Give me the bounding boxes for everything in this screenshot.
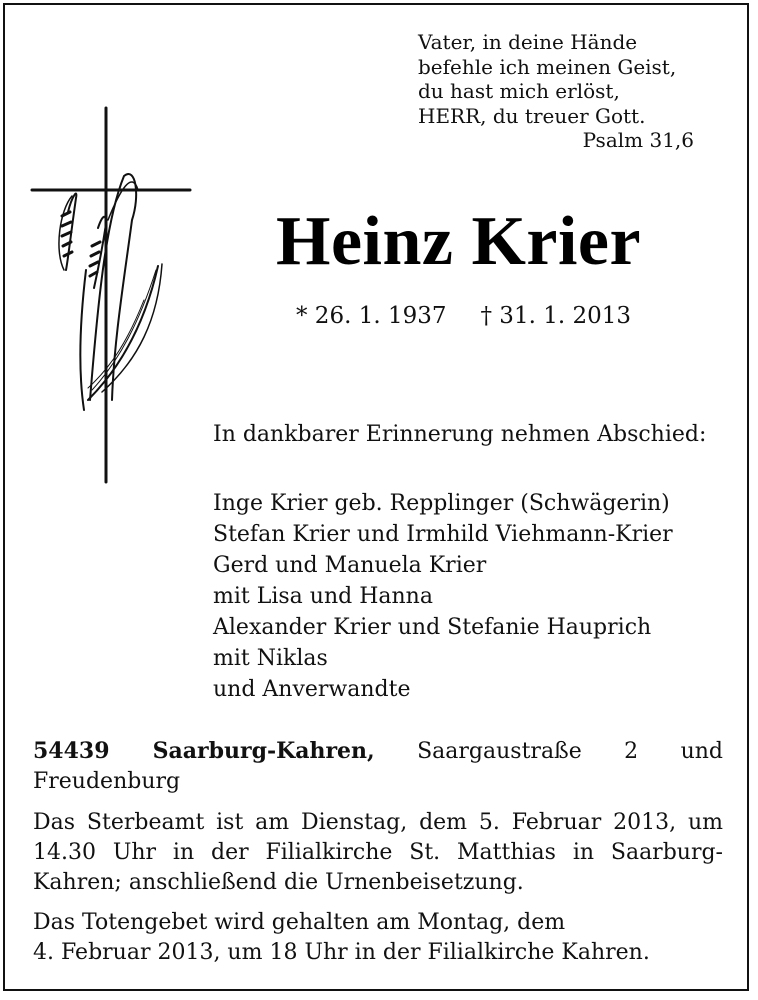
family-member: Alexander Krier und Stefanie Hauprich xyxy=(213,615,652,640)
address-rest: Saargaustraße 2 und Freudenburg xyxy=(33,739,724,794)
prayer-line: 4. Februar 2013, um 18 Uhr in der Filialkirche Kahren. xyxy=(33,940,650,965)
family-member: und Anverwandte xyxy=(213,677,411,702)
prayer-notice xyxy=(33,908,733,968)
family-list xyxy=(213,488,743,705)
family-member: mit Niklas xyxy=(213,646,328,671)
address xyxy=(33,736,723,797)
family-member: Gerd und Manuela Krier xyxy=(213,553,487,578)
postal-city: 54439 Saarburg-Kahren, xyxy=(33,738,375,764)
psalm-reference: Psalm 31,6 xyxy=(582,128,694,152)
cross-with-wheat-icon xyxy=(28,100,198,490)
psalm-line: HERR, du treuer Gott. xyxy=(418,103,646,128)
funeral-service-text: Das Sterbeamt ist am Dienstag, dem 5. Februar 2013, um 14.30 Uhr in der Filialkirche St. Matthias in Saarburg-Kahren; anschließend die Urnenbeisetzung. xyxy=(33,810,723,895)
death-date: † 31. 1. 2013 xyxy=(480,303,631,329)
psalm-quote xyxy=(418,30,698,153)
deceased-name: Heinz Krier xyxy=(276,203,642,280)
birth-date: * 26. 1. 1937 xyxy=(296,303,447,329)
psalm-line: du hast mich erlöst, xyxy=(418,79,620,103)
mourning-text: In dankbarer Erinnerung nehmen Abschied: xyxy=(213,422,707,447)
family-member: Stefan Krier und Irmhild Viehmann-Krier xyxy=(213,522,673,547)
family-member: Inge Krier geb. Repplinger (Schwägerin) xyxy=(213,491,670,516)
life-dates xyxy=(296,301,631,331)
family-member: mit Lisa und Hanna xyxy=(213,584,433,609)
psalm-line: befehle ich meinen Geist, xyxy=(418,54,677,79)
psalm-line: Vater, in deine Hände xyxy=(418,30,638,54)
prayer-line: Das Totengebet wird gehalten am Montag, dem xyxy=(33,910,566,935)
